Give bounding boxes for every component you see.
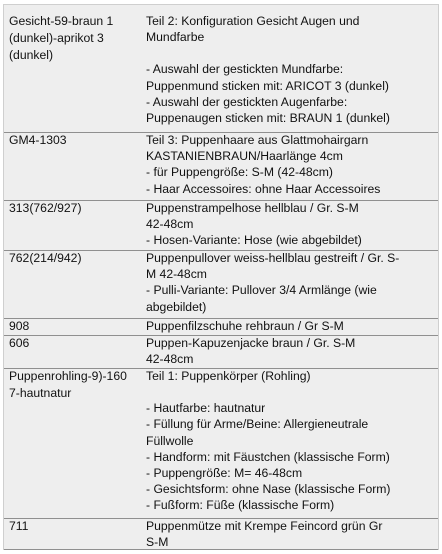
article-description [146, 250, 436, 315]
table-row [4, 318, 438, 336]
description-line: - Hautfarbe: hautnatur [146, 401, 266, 416]
article-code: 711 [9, 519, 29, 533]
description-spacer [146, 384, 436, 400]
description-line: M 42-48cm [146, 267, 207, 282]
description-line: Puppenmütze mit Krempe Feincord grün Gr [146, 519, 383, 533]
article-code: 606 [9, 336, 30, 350]
article-description [146, 318, 436, 334]
description-line: - für Puppengröße: S-M (42-48cm) [146, 165, 333, 180]
description-line: S-M [146, 535, 169, 550]
description-line: - Fußform: Füße (klassische Form) [146, 498, 335, 513]
table-row [4, 200, 438, 251]
article-code: Puppenrohling-9)-160 7-hautnatur [9, 369, 127, 400]
article-code: Gesicht-59-braun 1 (dunkel)-aprikot 3 (dunkel) [9, 14, 114, 62]
description-line: Puppen-Kapuzenjacke braun / Gr. S-M [146, 336, 356, 350]
description-line: - Haar Accessoires: ohne Haar Accessoires [146, 181, 381, 196]
description-line: 42-48cm [146, 352, 194, 367]
table-row [4, 5, 438, 133]
description-line: - Pulli-Variante: Pullover 3/4 Armlänge (wie [146, 283, 377, 298]
article-description [146, 368, 436, 514]
article-code: 762(214/942) [9, 251, 82, 265]
description-line: - Puppengröße: M= 46-48cm [146, 466, 303, 481]
table-row [4, 250, 438, 319]
description-line: - Gesichtsform: ohne Nase (klassische Form) [146, 482, 391, 497]
article-description [146, 132, 436, 197]
table-row [4, 335, 438, 369]
description-line: Puppenmund sticken mit: ARICOT 3 (dunkel) [146, 78, 389, 93]
description-line: Puppenfilzschuhe rehbraun / Gr S-M [146, 319, 344, 333]
article-description [146, 200, 436, 249]
description-line: - Füllung für Arme/Beine: Allergieneutrale [146, 417, 369, 432]
description-line: 42-48cm [146, 217, 194, 232]
description-line: - Hosen-Variante: Hose (wie abgebildet) [146, 233, 362, 248]
description-line: KASTANIENBRAUN/Haarlänge 4cm [146, 149, 343, 164]
table-row [4, 368, 438, 519]
order-items-table [3, 4, 439, 550]
description-line: Puppenstrampelhose hellblau / Gr. S-M [146, 201, 359, 215]
article-description [146, 335, 436, 367]
description-line: Mundfarbe [146, 30, 205, 45]
description-line: Puppenpullover weiss-hellblau gestreift / Gr. S- [146, 251, 400, 265]
description-line: abgebildet) [146, 299, 207, 314]
description-line: Puppenaugen sticken mit: BRAUN 1 (dunkel) [146, 111, 390, 126]
description-line: Teil 1: Puppenkörper (Rohling) [146, 369, 311, 383]
description-line: Teil 2: Konfiguration Gesicht Augen und [146, 14, 360, 28]
description-line: - Auswahl der gestickten Augenfarbe: [146, 94, 348, 109]
description-line: Teil 3: Puppenhaare aus Glattmohairgarn [146, 133, 369, 147]
article-code: GM4-1303 [9, 133, 67, 147]
article-description [146, 13, 436, 126]
description-line: - Handform: mit Fäustchen (klassische Form) [146, 449, 390, 464]
description-spacer [146, 45, 436, 61]
description-line: Füllwolle [146, 433, 194, 448]
table-row [4, 132, 438, 201]
article-code: 908 [9, 319, 30, 333]
description-line: - Auswahl der gestickten Mundfarbe: [146, 62, 344, 77]
article-description [146, 518, 436, 550]
article-code: 313(762/927) [9, 201, 82, 215]
table-row [4, 518, 438, 550]
